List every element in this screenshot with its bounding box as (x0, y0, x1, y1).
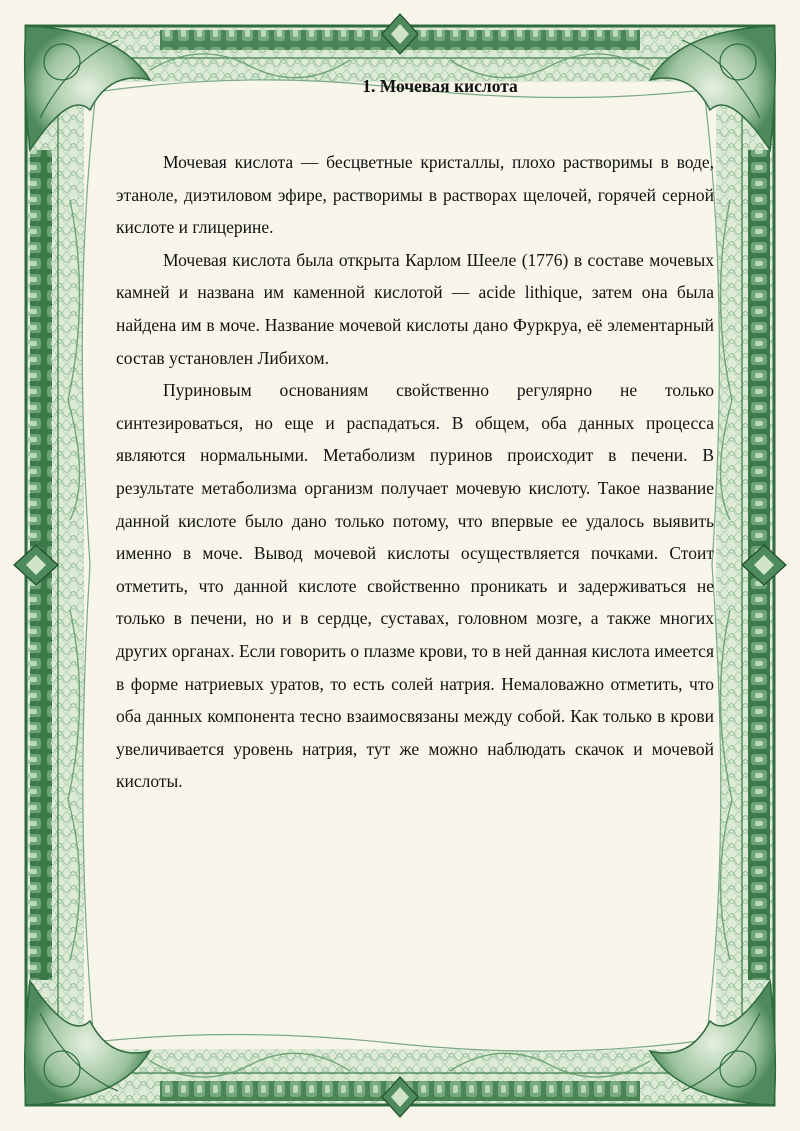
section-title: 1. Мочевая кислота (362, 76, 518, 96)
paragraph-history: Мочевая кислота была открыта Карлом Шееле (1776) в составе мочевых камней и названа им каменной кислотой — acide lithique, затем она была найдена им в моче. Название мочевой кислоты дано Фуркруа, её элементарный состав установлен Либихом. (116, 249, 714, 368)
document-body (116, 72, 714, 798)
paragraph-properties: Мочевая кислота — бесцветные кристаллы, плохо растворимы в воде, этаноле, диэтиловом эфире, растворимы в растворах щелочей, горячей серной кислоте и глицерине. (116, 152, 714, 238)
paragraph-metabolism: Пуриновым основаниям свойственно регулярно не только синтезироваться, но еще и распадаться. В общем, оба данных процесса являются нормальными. Метаболизм пуринов происходит в печени. В результате метаболизма организм получает мочевую кислоту. Такое название данной кислоте было дано только потому, что впервые ее удалось выявить именно в моче. Вывод мочевой кислоты осуществляется почками. Стоит отметить, что данной кислоте свойственно проникать и задерживаться не только в печени, но и в сердце, суставах, головном мозге, а также многих других органах. Если говорить о плазме крови, то в ней данная кислота имеется в форме натриевых уратов, то есть солей натрия. Немаловажно отметить, что оба данных компонента тесно взаимосвязаны между собой. Как только в крови увеличивается уровень натрия, тут же можно наблюдать скачок и мочевой кислоты. (116, 380, 714, 792)
